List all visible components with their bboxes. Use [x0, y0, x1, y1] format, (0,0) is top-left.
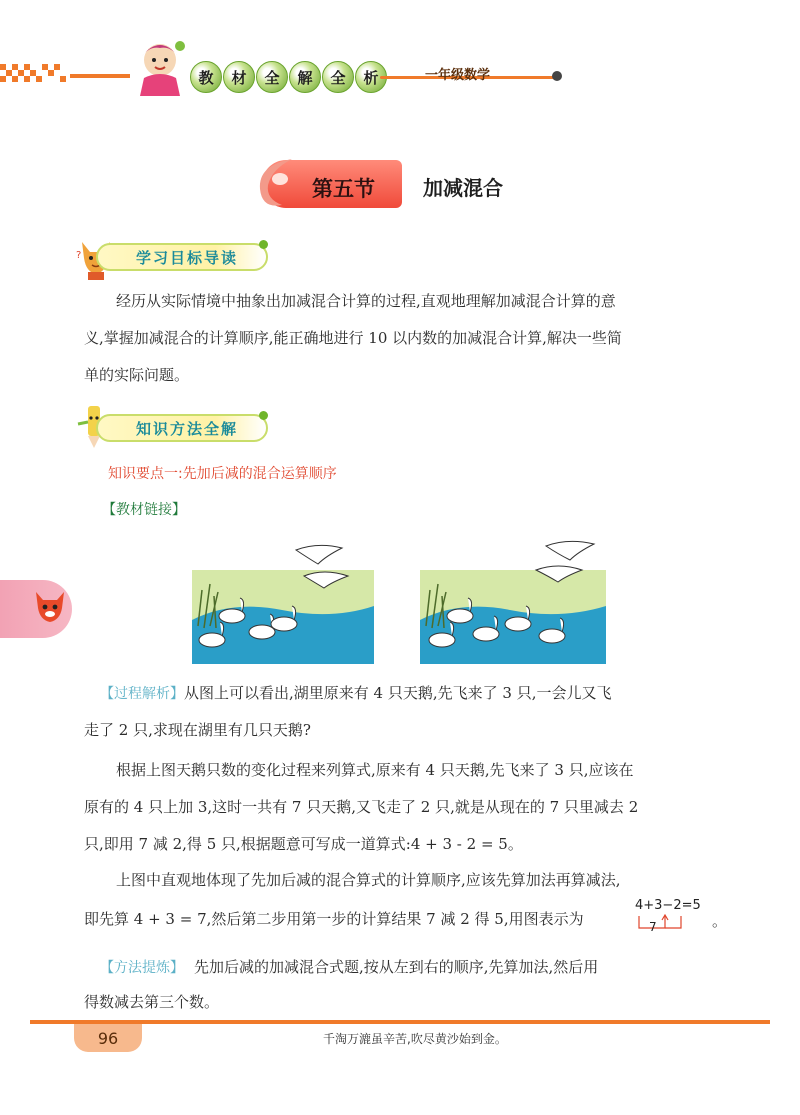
header-title-char: 全 [322, 61, 354, 93]
order-diagram [635, 898, 713, 938]
order-line-end: 。 [712, 912, 728, 930]
section-number: 第五节 [312, 176, 375, 201]
goals-line: 经历从实际情境中抽象出加减混合计算的过程,直观地理解加减混合计算的意 [116, 292, 616, 310]
footer-motto: 千淘万漉虽辛苦,吹尽黄沙始到金。 [323, 1032, 507, 1046]
section-title: 加减混合 [423, 176, 503, 200]
reasoning-line: 只,即用 7 减 2,得 5 只,根据题意可写成一道算式:4 + 3 - 2 = 5。 [84, 835, 523, 853]
header-dot [552, 71, 562, 81]
methods-heading: 知识方法全解 [96, 414, 268, 442]
swan-picture-1 [192, 536, 374, 664]
analysis-text: 从图上可以看出,湖里原来有 4 只天鹅,先飞来了 3 只,一会儿又飞 [184, 684, 612, 702]
header-title-char: 解 [289, 61, 321, 93]
goals-line: 单的实际问题。 [84, 366, 190, 384]
diagram-bracket [635, 914, 695, 934]
header-title-char: 全 [256, 61, 288, 93]
summary-line: 得数减去第三个数。 [84, 993, 220, 1011]
knowledge-point-title: 知识要点一:先加后减的混合运算顺序 [108, 466, 337, 482]
analysis-line [100, 675, 611, 713]
header-title-char: 析 [355, 61, 387, 93]
reasoning-line: 原有的 4 只上加 3,这时一共有 7 只天鹅,又飞走了 2 只,就是从现在的 7 只里减去 2 [84, 798, 639, 816]
swan-picture-2 [420, 536, 606, 664]
svg-text:?: ? [76, 250, 82, 261]
header-mascot-icon [130, 34, 190, 98]
analysis-tag: 【过程解析】 [100, 686, 184, 702]
goals-line: 义,掌握加减混合的计算顺序,能正确地进行 10 以内数的加减混合计算,解决一些简 [84, 329, 622, 347]
section-swirl-icon [252, 155, 304, 211]
summary-tag: 【方法提炼】 [100, 960, 184, 976]
analysis-line: 走了 2 只,求现在湖里有几只天鹅? [84, 721, 311, 739]
diagram-expression: 4+3−2=5 [635, 898, 701, 913]
heading-dot [259, 411, 268, 420]
fox-tab-icon [34, 588, 66, 628]
summary-text: 先加后减的加减混合式题,按从左到右的顺序,先算加法,然后用 [194, 958, 599, 976]
header-subject: 一年级数学 [425, 68, 491, 83]
diagram-result: 7 [649, 920, 657, 934]
page-number: 96 [74, 1024, 142, 1052]
reasoning-line: 根据上图天鹅只数的变化过程来列算式,原来有 4 只天鹅,先飞来了 3 只,应该在 [116, 761, 634, 779]
textbook-link-tag: 【教材链接】 [102, 502, 186, 518]
summary-line [100, 949, 598, 987]
order-line: 上图中直观地体现了先加后减的混合算式的计算顺序,应该先算加法再算减法, [116, 871, 621, 889]
header-title-char: 材 [223, 61, 255, 93]
header-title-char: 教 [190, 61, 222, 93]
heading-dot [259, 240, 268, 249]
order-line: 即先算 4 + 3 = 7,然后第二步用第一步的计算结果 7 减 2 得 5,用图表示为 [84, 910, 584, 928]
goals-heading: 学习目标导读 [96, 243, 268, 271]
